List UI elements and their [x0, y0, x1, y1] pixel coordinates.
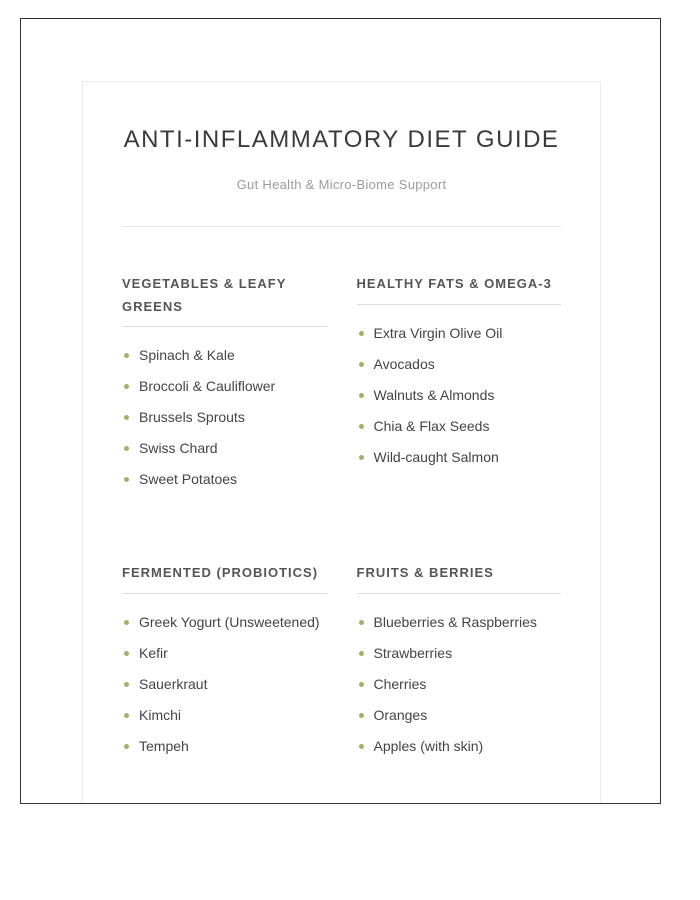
bullet-icon: [359, 393, 364, 398]
list-item: [357, 645, 562, 662]
bullet-icon: [359, 455, 364, 460]
bullet-icon: [359, 682, 364, 687]
food-item-label: Walnuts & Almonds: [373, 386, 495, 403]
bullet-icon: [124, 446, 129, 451]
bullet-icon: [359, 362, 364, 367]
food-item-label: Strawberries: [373, 645, 453, 662]
food-item-label: Kimchi: [139, 707, 182, 724]
food-item-label: Spinach & Kale: [139, 347, 235, 364]
section-list: [122, 347, 327, 488]
bullet-icon: [124, 651, 129, 656]
bullet-icon: [124, 713, 129, 718]
page-title: ANTI-INFLAMMATORY DIET GUIDE: [123, 126, 560, 153]
section-list: [122, 614, 327, 755]
food-item-label: Greek Yogurt (Unsweetened): [139, 614, 320, 631]
food-section: [357, 562, 562, 769]
bullet-icon: [124, 620, 129, 625]
title-divider: [122, 226, 561, 227]
bullet-icon: [124, 477, 129, 482]
list-item: [357, 356, 562, 373]
content-card: [82, 81, 601, 803]
food-item-label: Broccoli & Cauliflower: [139, 378, 276, 395]
bullet-icon: [359, 331, 364, 336]
food-item-label: Sweet Potatoes: [139, 471, 238, 488]
bullet-icon: [124, 744, 129, 749]
bullet-icon: [124, 384, 129, 389]
list-item: [122, 738, 327, 755]
list-item: [357, 387, 562, 404]
food-item-label: Sauerkraut: [139, 676, 208, 693]
food-item-label: Blueberries & Raspberries: [373, 614, 537, 631]
page-subtitle: Gut Health & Micro-Biome Support: [236, 176, 447, 192]
list-item: [122, 676, 327, 693]
food-item-label: Wild-caught Salmon: [373, 448, 499, 465]
food-item-label: Tempeh: [139, 738, 189, 755]
section-list: [357, 614, 562, 755]
list-item: [357, 325, 562, 342]
food-section: [122, 273, 327, 503]
list-item: [122, 645, 327, 662]
bullet-icon: [359, 620, 364, 625]
list-item: [357, 707, 562, 724]
list-item: [357, 614, 562, 631]
food-item-label: Extra Virgin Olive Oil: [373, 324, 503, 341]
food-item-label: Apples (with skin): [373, 738, 484, 755]
list-item: [122, 707, 327, 724]
food-item-label: Avocados: [373, 355, 435, 372]
food-item-label: Brussels Sprouts: [139, 409, 245, 426]
section-heading: HEALTHY FATS & OMEGA-3: [357, 273, 562, 305]
food-section: [122, 562, 327, 769]
food-sections: [122, 273, 561, 769]
food-item-label: Cherries: [373, 676, 427, 693]
bullet-icon: [124, 415, 129, 420]
bullet-icon: [359, 424, 364, 429]
section-list: [357, 325, 562, 466]
card-content: [83, 82, 600, 769]
page-border-frame: [20, 18, 661, 804]
list-item: [122, 471, 327, 488]
list-item: [122, 614, 327, 631]
food-item-label: Chia & Flax Seeds: [373, 417, 490, 434]
food-section: [357, 273, 562, 503]
list-item: [122, 378, 327, 395]
list-item: [357, 676, 562, 693]
food-item-label: Swiss Chard: [139, 440, 218, 457]
list-item: [122, 409, 327, 426]
bullet-icon: [124, 682, 129, 687]
bullet-icon: [359, 713, 364, 718]
bullet-icon: [359, 744, 364, 749]
list-item: [357, 449, 562, 466]
section-heading: FRUITS & BERRIES: [357, 562, 562, 594]
list-item: [357, 738, 562, 755]
food-item-label: Oranges: [373, 707, 428, 724]
list-item: [122, 440, 327, 457]
bullet-icon: [124, 353, 129, 358]
list-item: [357, 418, 562, 435]
bullet-icon: [359, 651, 364, 656]
section-heading: VEGETABLES & LEAFY GREENS: [122, 273, 327, 328]
food-item-label: Kefir: [139, 645, 168, 662]
section-heading: FERMENTED (PROBIOTICS): [122, 562, 327, 594]
list-item: [122, 347, 327, 364]
